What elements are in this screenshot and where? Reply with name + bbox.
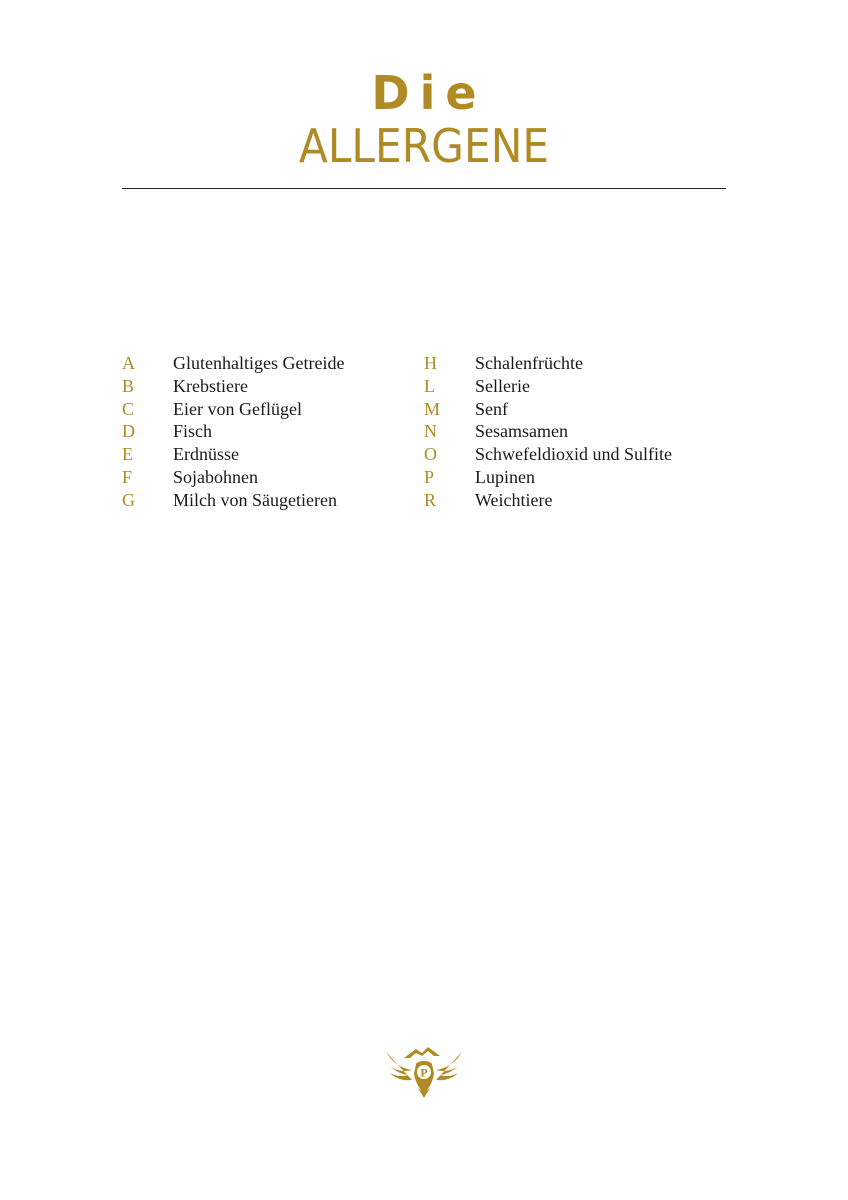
allergen-name: Milch von Säugetieren	[173, 489, 337, 510]
allergen-name: Weichtiere	[475, 489, 553, 510]
allergen-code: F	[122, 466, 133, 487]
allergen-name: Fisch	[173, 421, 213, 442]
allergen-item	[424, 375, 672, 398]
allergen-name: Erdnüsse	[173, 444, 239, 465]
allergen-list-left	[122, 352, 344, 512]
allergen-name: Schwefeldioxid und Sulfite	[475, 444, 672, 465]
allergen-code: R	[424, 489, 437, 510]
allergen-item	[424, 466, 672, 489]
allergen-code: N	[424, 421, 437, 442]
allergen-item	[122, 420, 344, 443]
allergen-item	[122, 489, 344, 512]
allergen-name: Eier von Geflügel	[173, 398, 302, 419]
allergen-name: Lupinen	[475, 466, 535, 487]
allergen-name: Senf	[475, 398, 508, 419]
allergen-name: Schalenfrüchte	[475, 353, 583, 373]
page-title	[0, 62, 848, 173]
title-allergene: ALLERGENE	[298, 119, 550, 173]
allergen-list-right	[424, 352, 672, 512]
allergen-code: H	[424, 353, 437, 373]
allergen-code: C	[122, 398, 135, 419]
allergen-code: D	[122, 421, 135, 442]
allergen-item	[424, 489, 672, 512]
allergen-code: A	[122, 353, 135, 373]
allergen-item	[424, 398, 672, 421]
title-divider	[122, 188, 726, 189]
allergen-item	[424, 420, 672, 443]
allergen-item	[424, 443, 672, 466]
allergen-item	[122, 375, 344, 398]
allergen-item	[122, 398, 344, 421]
allergen-name: Glutenhaltiges Getreide	[173, 353, 345, 373]
logo-monogram: P	[420, 1065, 428, 1080]
allergen-name: Sellerie	[475, 375, 530, 396]
allergen-code: B	[122, 375, 135, 396]
allergen-code: L	[424, 375, 435, 396]
allergen-code: E	[122, 444, 133, 465]
allergen-code: P	[424, 466, 435, 487]
allergen-item	[122, 443, 344, 466]
allergen-name: Sojabohnen	[173, 466, 258, 487]
allergen-item	[424, 352, 672, 375]
allergen-name: Sesamsamen	[475, 421, 568, 442]
allergen-item	[122, 352, 344, 375]
allergen-item	[122, 466, 344, 489]
allergen-code: G	[122, 489, 135, 510]
title-die: Die	[371, 66, 487, 120]
allergen-code: M	[424, 398, 441, 419]
eagle-crest-icon	[382, 1044, 466, 1100]
allergen-code: O	[424, 444, 437, 465]
allergen-name: Krebstiere	[173, 375, 248, 396]
